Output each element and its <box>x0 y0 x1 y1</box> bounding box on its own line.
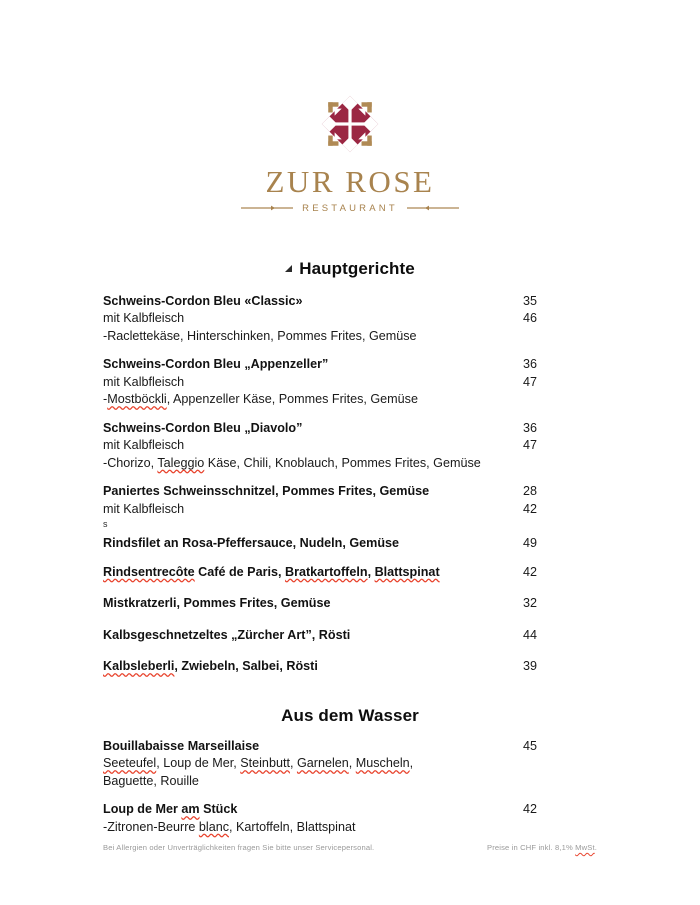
footer-allergy-note: Bei Allergien oder Unverträglichkeiten fragen Sie bitte unser Servicepersonal. <box>103 843 375 852</box>
menu-item-name: Schweins-Cordon Bleu «Classic» <box>103 293 303 308</box>
menu-item-desc-line <box>103 819 540 837</box>
menu-list-hauptgerichte <box>0 293 700 676</box>
footer-price-note-suffix: . <box>594 843 597 852</box>
menu-item-description-prefix: -Zitronen-Beurre <box>103 819 199 834</box>
menu-item-description-part: , <box>348 756 356 771</box>
menu-item-price: 32 <box>522 596 537 611</box>
menu-item-price: 42 <box>522 564 537 579</box>
menu-item-price: 36 <box>522 420 537 435</box>
menu-item-desc-line <box>103 328 540 346</box>
spellcheck-word: Muscheln <box>355 756 410 771</box>
menu-item-variant: mit Kalbfleisch <box>103 311 185 326</box>
ornamental-rule-right-icon <box>407 204 459 212</box>
menu-item-description-part: , <box>289 756 297 771</box>
spellcheck-word: Mostböckli <box>107 392 167 407</box>
menu-item-price: 44 <box>522 627 537 642</box>
menu-item-price: 35 <box>522 293 537 308</box>
menu-item-variant-price: 47 <box>522 374 537 389</box>
menu-item-name: Paniertes Schweinsschnitzel, Pommes Frites, Gemüse <box>103 484 430 499</box>
section-title-text: Aus dem Wasser <box>281 705 419 725</box>
menu-item <box>103 627 540 645</box>
menu-item-title-line <box>103 564 540 582</box>
restaurant-logo-block <box>0 0 700 214</box>
menu-item <box>103 801 540 836</box>
heading-collapse-triangle-icon[interactable] <box>285 265 292 272</box>
menu-item-variant-price: 47 <box>522 438 537 453</box>
menu-item-variant-line <box>103 374 540 392</box>
section-title-text: Hauptgerichte <box>299 258 415 278</box>
menu-item-title-line <box>103 535 540 553</box>
menu-item-title-line <box>103 420 540 438</box>
menu-item-name: Schweins-Cordon Bleu „Diavolo” <box>103 420 303 435</box>
menu-item <box>103 420 540 473</box>
menu-item-title-line <box>103 738 540 756</box>
menu-item <box>103 595 540 613</box>
spellcheck-word: Taleggio <box>157 455 205 470</box>
spellcheck-word: MwSt <box>575 843 595 852</box>
menu-item-description: -Raclettekäse, Hinterschinken, Pommes Frites, Gemüse <box>103 328 417 343</box>
menu-item-name-part: Café de Paris, <box>194 564 285 579</box>
ornamental-rule-left-icon <box>241 204 293 212</box>
menu-item-price: 39 <box>522 659 537 674</box>
menu-item-title-line <box>103 801 540 819</box>
menu-item <box>103 658 540 676</box>
menu-item <box>103 293 540 346</box>
menu-item-description-suffix: Käse, Chili, Knoblauch, Pommes Frites, Gemüse <box>204 455 481 470</box>
menu-item <box>103 738 540 791</box>
menu-item-title-line <box>103 293 540 311</box>
menu-item-description-continued: Baguette, Rouille <box>103 773 199 788</box>
menu-item-variant-line <box>103 437 540 455</box>
rosette-diamond-icon <box>318 92 382 156</box>
document-footer <box>103 843 597 852</box>
spellcheck-word: Kalbsleberli <box>103 659 175 674</box>
menu-item-price: 28 <box>522 484 537 499</box>
menu-item <box>103 356 540 409</box>
menu-item-title-line <box>103 595 540 613</box>
spellcheck-word: Garnelen <box>296 756 349 771</box>
menu-item-price: 49 <box>522 536 537 551</box>
spellcheck-word: Rindsentrecôte <box>103 564 195 579</box>
menu-item-title-line <box>103 627 540 645</box>
menu-item-variant: mit Kalbfleisch <box>103 374 185 389</box>
menu-item-name-part: , Zwiebeln, Salbei, Rösti <box>174 659 318 674</box>
menu-item-title-line <box>103 483 540 501</box>
menu-item-name: Rindsfilet an Rosa-Pfeffersauce, Nudeln, Gemüse <box>103 536 400 551</box>
menu-item-name-part: Stück <box>199 802 238 817</box>
brand-subtitle: RESTAURANT <box>302 202 398 214</box>
section-heading-aus-dem-wasser <box>0 706 700 726</box>
menu-item <box>103 483 540 531</box>
menu-item-name: Schweins-Cordon Bleu „Appenzeller” <box>103 357 329 372</box>
menu-item-title-line <box>103 356 540 374</box>
menu-list-aus-dem-wasser <box>0 738 700 837</box>
footer-price-note <box>487 843 597 852</box>
section-heading-hauptgerichte <box>0 259 700 279</box>
menu-item-variant: mit Kalbfleisch <box>103 438 185 453</box>
menu-item-description-suffix: , Kartoffeln, Blattspinat <box>229 819 356 834</box>
menu-item-desc-line <box>103 755 540 773</box>
brand-wordmark: ZUR ROSE <box>265 164 435 199</box>
stray-character-line: s <box>103 519 108 530</box>
menu-item-variant-price: 46 <box>522 311 537 326</box>
menu-item <box>103 564 540 582</box>
menu-item <box>103 535 540 553</box>
menu-item-name: Bouillabaisse Marseillaise <box>103 738 260 753</box>
menu-item-variant-line <box>103 310 540 328</box>
spellcheck-word: Blattspinat <box>374 564 440 579</box>
menu-item-variant-line <box>103 501 540 519</box>
menu-item-description-part: , Loup de Mer, <box>156 756 241 771</box>
menu-item-variant: mit Kalbfleisch <box>103 501 185 516</box>
spellcheck-word: Bratkartoffeln <box>284 564 368 579</box>
footer-price-note-prefix: Preise in CHF inkl. 8,1% <box>486 843 576 852</box>
menu-item-desc-line <box>103 391 540 409</box>
spellcheck-word: am <box>181 802 200 817</box>
menu-item-price: 42 <box>522 802 537 817</box>
menu-item-name: Kalbsgeschnetzeltes „Zürcher Art”, Rösti <box>103 627 351 642</box>
spellcheck-word: blanc <box>198 819 229 834</box>
brand-subtitle-row <box>0 203 700 214</box>
menu-item-description-part: , <box>409 756 414 771</box>
spellcheck-word: Steinbutt <box>240 756 290 771</box>
menu-item-price: 36 <box>522 357 537 372</box>
menu-item-description-prefix: - <box>103 392 108 407</box>
menu-item-description-prefix: -Chorizo, <box>103 455 158 470</box>
menu-item-name-part: Loup de Mer <box>103 802 182 817</box>
menu-item-desc-line <box>103 455 540 473</box>
menu-item-name: Mistkratzerli, Pommes Frites, Gemüse <box>103 596 331 611</box>
menu-item-price: 45 <box>522 738 537 753</box>
menu-item-desc-line-2 <box>103 773 540 791</box>
menu-item-name-part: , <box>367 564 375 579</box>
menu-item-description-suffix: , Appenzeller Käse, Pommes Frites, Gemüse <box>166 392 418 407</box>
spellcheck-word: Seeteufel <box>103 756 157 771</box>
menu-item-variant-price: 42 <box>522 501 537 516</box>
menu-item-title-line <box>103 658 540 676</box>
